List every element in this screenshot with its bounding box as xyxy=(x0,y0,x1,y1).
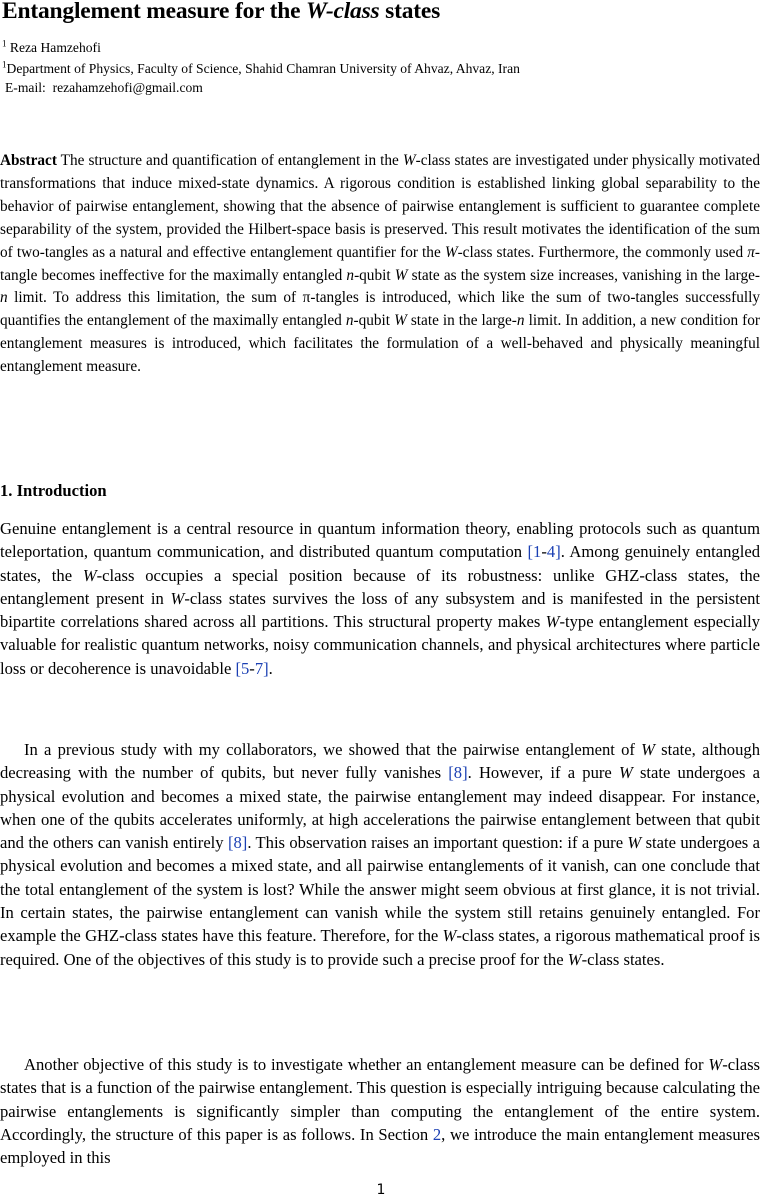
abstract-label: Abstract xyxy=(0,152,57,169)
email-label: E-mail: xyxy=(5,80,46,95)
author-marker: 1 xyxy=(2,38,7,49)
citation-link[interactable]: [8] xyxy=(227,833,248,853)
section-heading-introduction: 1. Introduction xyxy=(0,481,107,500)
affiliation-line xyxy=(2,61,520,77)
email-address[interactable]: rezahamzehofi@gmail.com xyxy=(52,80,203,95)
intro-paragraph-3: Another objective of this study is to investigate whether an entanglement measure can be defined for W-class states that is a function of the pairwise entanglement. This question is especially intriguing because calculating the pairwise entanglements is significantly simpler than computing the entanglement of the entire system. Accordingly, the structure of this paper is as follows. In Section 2, we introduce the main entanglement measures employed in this xyxy=(0,1055,760,1168)
affiliation-text: Department of Physics, Faculty of Science, Shahid Chamran University of Ahvaz, Ahvaz, Iran xyxy=(6,61,520,76)
page-number: 1 xyxy=(376,1182,386,1198)
abstract: Abstract The structure and quantification of entanglement in the W-class states are investigated under physically motivated transformations that induce mixed-state dynamics. A rigorous condition is established linking global separability to the behavior of pairwise entanglement, showing that the absence of pairwise entanglement is sufficient to guarantee complete separability of the system, provided the Hilbert-space basis is preserved. This result motivates the identification of the sum of two-tangles as a natural and effective entanglement quantifier for the W-class states. Furthermore, the commonly used π-tangle becomes ineffective for the maximally entangled n-qubit W state as the system size increases, vanishing in the large-n limit. To address this limitation, the sum of π-tangles is introduced, which like the sum of two-tangles successfully quantifies the entanglement of the maximally entangled n-qubit W state in the large-n limit. In addition, a new condition for entanglement measures is introduced, which facilitates the formulation of a well-behaved and physically meaningful entanglement measure. xyxy=(0,152,760,376)
citation-link[interactable]: 7] xyxy=(254,658,269,678)
citation-link[interactable]: [1 xyxy=(527,542,542,562)
paper-title xyxy=(2,0,440,25)
author-name: Reza Hamzehofi xyxy=(9,40,101,55)
citation-link[interactable]: 4] xyxy=(546,542,561,562)
affiliation-marker: 1 xyxy=(2,59,7,70)
title-suffix: states xyxy=(379,0,441,24)
citation-link[interactable]: 2 xyxy=(432,1124,442,1144)
intro-paragraph-1: Genuine entanglement is a central resource in quantum information theory, enabling protocols such as quantum teleportation, quantum communication, and distributed quantum computation [1-4]. Among genuinely entangled states, the W-class occupies a special position because of its robustness: unlike GHZ-class states, the entanglement present in W-class states survives the loss of any subsystem and is manifested in the persistent bipartite correlations shared across all partitions. This structural property makes W-type entanglement especially valuable for realistic quantum networks, noisy communication channels, and physical architectures where particle loss or decoherence is unavoidable [5-7]. xyxy=(0,519,761,678)
title-italic-text: W-class xyxy=(306,0,380,24)
citation-link[interactable]: [8] xyxy=(448,763,468,783)
email-line xyxy=(5,80,203,96)
citation-link[interactable]: [5 xyxy=(235,658,250,678)
title-text: Entanglement measure for the xyxy=(2,0,307,24)
author-line xyxy=(2,40,101,56)
intro-paragraph-2: In a previous study with my collaborators, we showed that the pairwise entanglement of W state, although decreasing with the number of qubits, but never fully vanishes [8]. However, if a pure W state undergoes a physical evolution and becomes a mixed state, the pairwise entanglement may indeed disappear. For instance, when one of the qubits accelerates uniformly, at high accelerations the pairwise entanglement between that qubit and the others can vanish entirely [8]. This observation raises an important question: if a pure W state undergoes a physical evolution and becomes a mixed state, and all pairwise entanglements of it vanish, can one conclude that the total entanglement of the system is lost? While the answer might seem obvious at first glance, it is not trivial. In certain states, the pairwise entanglement can vanish while the system still retains genuinely entangled. For example the GHZ-class states have this feature. Therefore, for the W-class states, a rigorous mathematical proof is required. One of the objectives of this study is to provide such a precise proof for the W-class states. xyxy=(0,740,760,969)
